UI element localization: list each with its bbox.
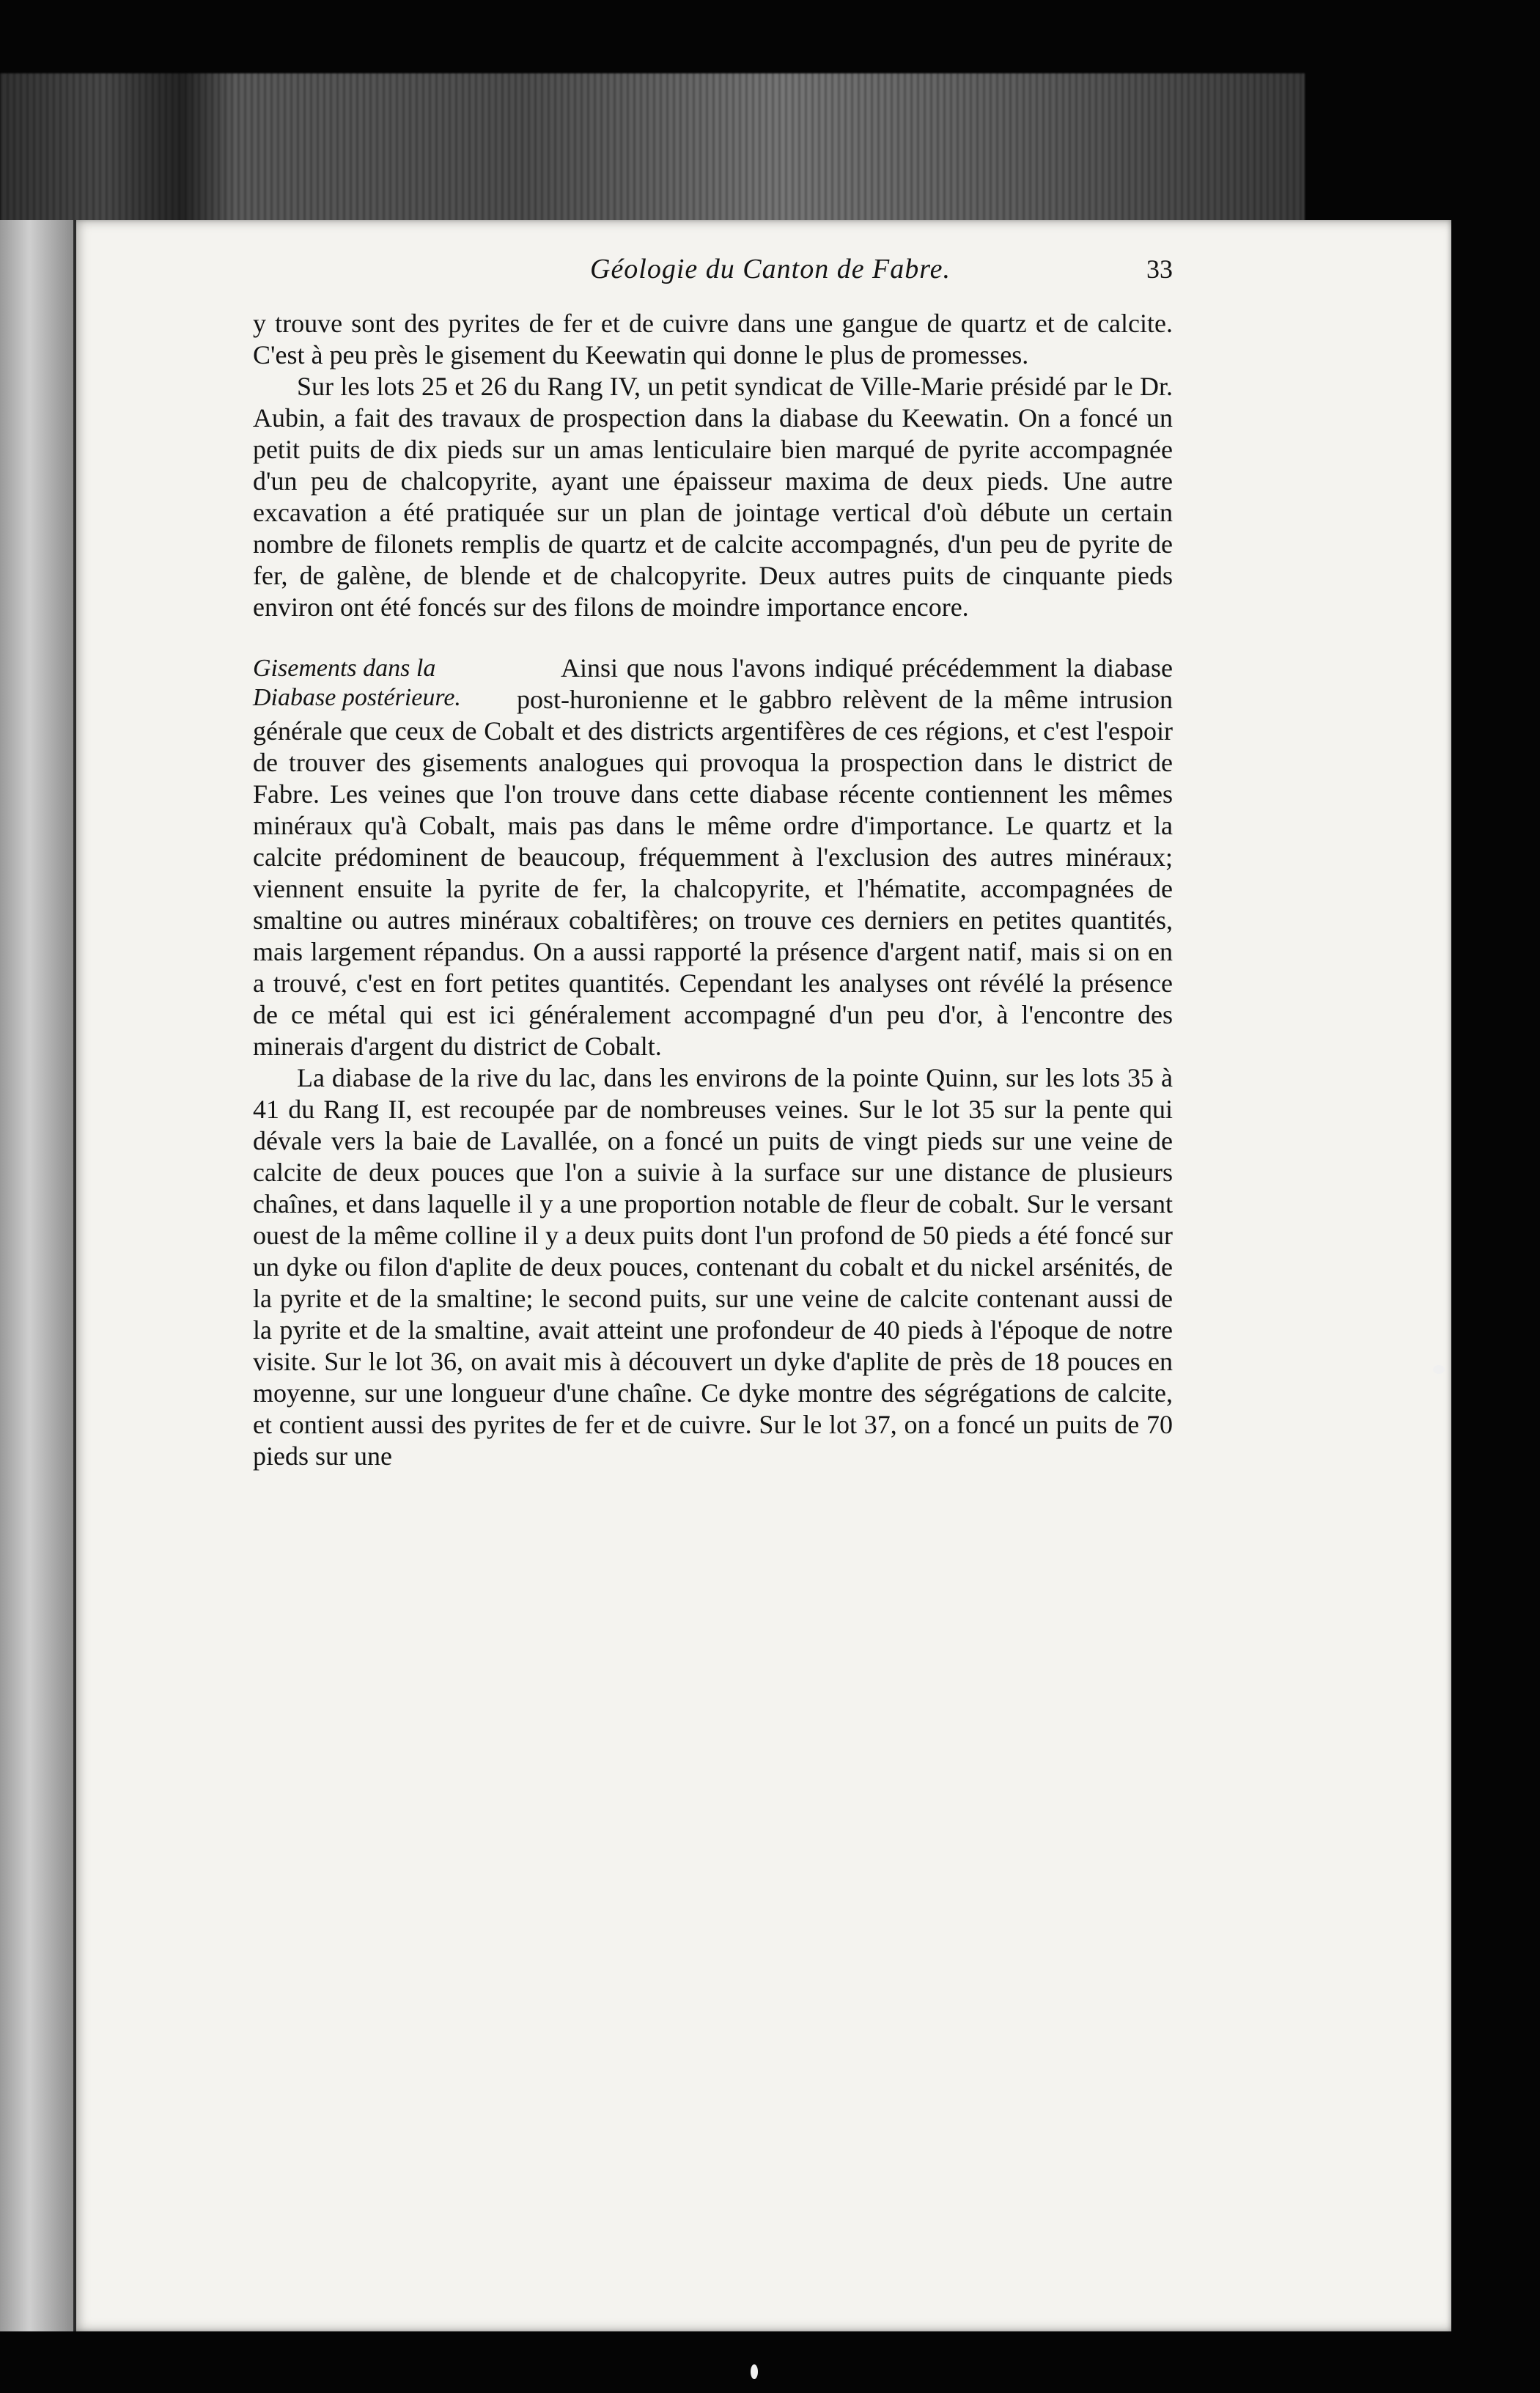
paragraph-ainsi: Ainsi que nous l'avons indiqué précédemment la diabase post-huronienne et le gabbro relèvent de la même intrusion générale que ceux de Cobalt et des districts argentifères de ces régions, et c'est l'espoir de trouver des gisements analogues qui provoqua la prospection dans le district de Fabre. Les veines que l'on trouve dans cette diabase récente contiennent les mêmes minéraux qu'à Cobalt, mais pas dans le même ordre d'importance. Le quartz et la calcite prédominent de beaucoup, fréquemment à l'exclusion des autres minéraux; viennent ensuite la pyrite de fer, la chalcopyrite, et l'hématite, accompagnées de smaltine ou autres minéraux cobaltifères; on trouve ces derniers en petites quantités, mais largement répandus. On a aussi rapporté la présence d'argent natif, mais si on en a trouvé, c'est en fort petites quantités. Cependant les analyses ont révélé la présence de ce métal qui est ici généralement accompagné d'un peu d'or, à l'encontre des minerais d'argent du district de Cobalt. <box>253 653 1173 1061</box>
paragraph-la-diabase: La diabase de la rive du lac, dans les environs de la pointe Quinn, sur les lots 35 à 41 du Rang II, est recoupée par de nombreuses veines. Sur le lot 35 sur la pente qui dévale vers la baie de Lavallée, on a foncé un puits de vingt pieds sur une veine de calcite de deux pouces que l'on a suivie à la surface sur une distance de plusieurs chaînes, et dans laquelle il y a une proportion notable de fleur de cobalt. Sur le versant ouest de la même colline il y a deux puits dont l'un profond de 50 pieds a été foncé sur un dyke ou filon d'aplite de deux pouces, contenant du cobalt et du nickel arsénités, de la pyrite et de la smaltine; le second puits, sur une veine de calcite contenant aussi de la pyrite et de la smaltine, avait atteint une profondeur de 40 pieds à l'époque de notre visite. Sur le lot 36, on avait mis à découvert un dyke d'aplite de près de 18 pouces en moyenne, sur une longueur d'une chaîne. Ce dyke montre des ségrégations de calcite, et contient aussi des pyrites de fer et de cuivre. Sur le lot 37, on a foncé un puits de 70 pieds sur une <box>253 1063 1173 1471</box>
scan-dust-speck <box>751 2364 758 2379</box>
facing-page-edge <box>0 220 73 2331</box>
margin-sidenote: Gisements dans la Diabase postérieure. <box>253 655 461 711</box>
running-head <box>253 254 1173 298</box>
paragraph-continuation: y trouve sont des pyrites de fer et de cuivre dans une gangue de quartz et de calcite. C'est à peu près le gisement du Keewatin qui donne le plus de promesses. <box>253 309 1173 370</box>
page-number: 33 <box>1146 254 1173 284</box>
book-binding-edge <box>0 73 1305 227</box>
running-head-title: Géologie du Canton de Fabre. <box>590 254 951 284</box>
page-text-block <box>253 254 1173 1472</box>
section-diabase-posterieure <box>253 653 1173 1472</box>
scan-dust-speck <box>1433 1365 1445 1374</box>
paragraph-lots-25-26: Sur les lots 25 et 26 du Rang IV, un petit syndicat de Ville-Marie présidé par le Dr. Aubin, a fait des travaux de prospection dans la diabase du Keewatin. On a foncé un petit puits de dix pieds sur un amas lenticulaire bien marqué de pyrite accompagnée d'un peu de chalcopyrite, ayant une épaisseur maxima de deux pieds. Une autre excavation a été pratiquée sur un plan de jointage vertical d'où débute un certain nombre de filonets remplis de quartz et de calcite accompagnés, d'un peu de pyrite de fer, de galène, de blende et de chalcopyrite. Deux autres puits de cinquante pieds environ ont été foncés sur des filons de moindre importance encore. <box>253 372 1173 622</box>
page-gutter <box>73 220 76 2331</box>
